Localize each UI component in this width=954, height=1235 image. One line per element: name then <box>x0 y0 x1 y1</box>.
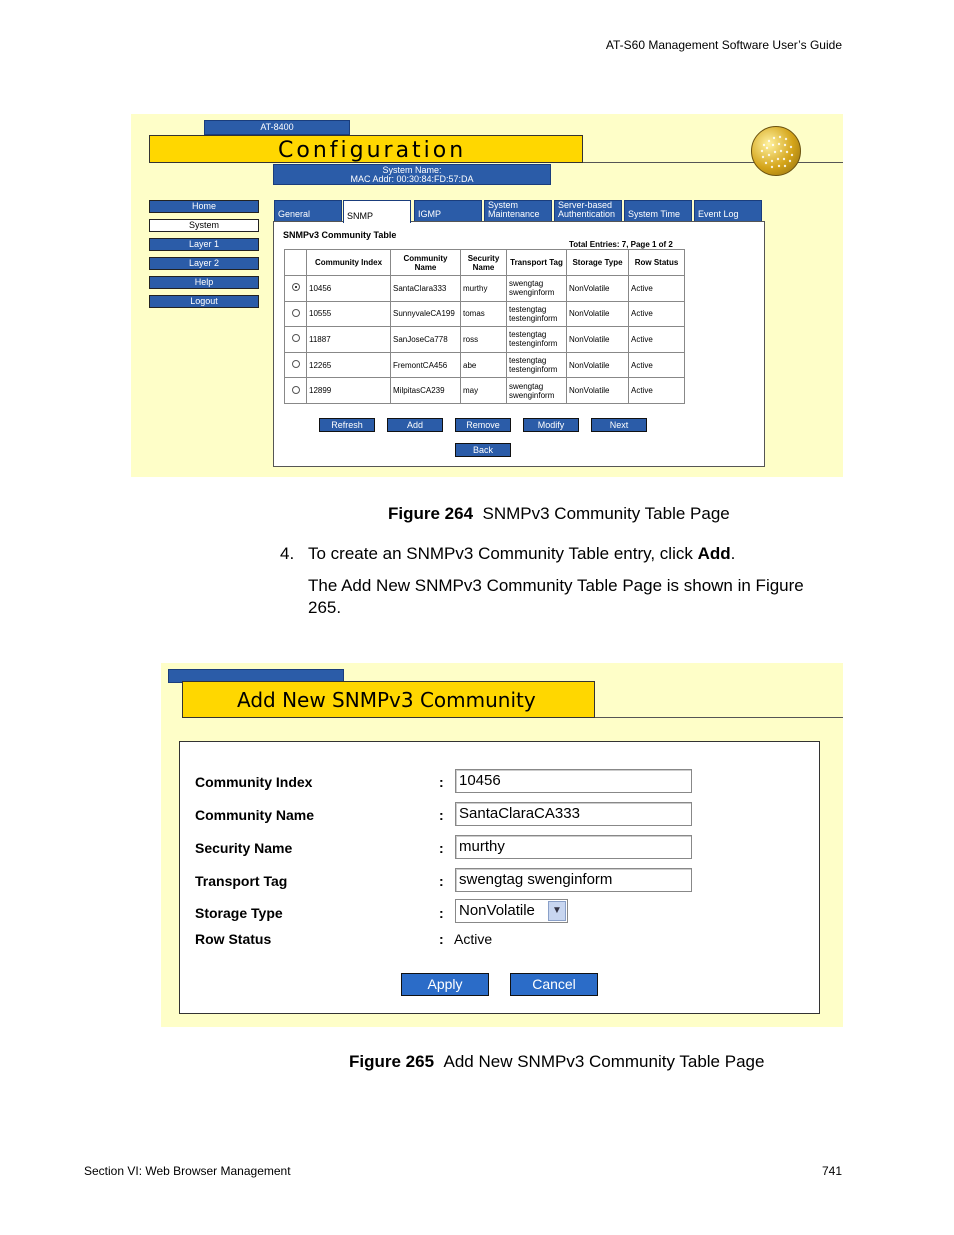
caption-text: SNMPv3 Community Table Page <box>482 504 730 523</box>
cell-index: 10555 <box>307 301 391 327</box>
row-select-radio[interactable] <box>292 360 300 368</box>
banner-divider <box>583 162 843 163</box>
back-button[interactable]: Back <box>455 443 511 457</box>
cell-security: tomas <box>461 301 507 327</box>
community-index-label: Community Index <box>195 774 313 790</box>
system-name-label: System Name: <box>382 165 442 175</box>
step-text-bold: Add <box>697 544 731 563</box>
col-select <box>285 250 307 276</box>
community-name-input[interactable]: SantaClaraCA333 <box>455 802 692 826</box>
snmpv3-community-panel <box>273 221 765 467</box>
transport-tag-label: Transport Tag <box>195 873 288 889</box>
step-text <box>308 544 735 564</box>
add-community-form <box>179 741 820 1014</box>
system-info-bar <box>273 164 551 185</box>
cell-security: murthy <box>461 276 507 302</box>
col-security-name: Security Name <box>461 250 507 276</box>
storage-type-value: NonVolatile <box>459 902 535 919</box>
step-text-after: . <box>730 544 736 563</box>
cell-security: may <box>461 378 507 404</box>
figure-264-caption <box>388 504 730 524</box>
chevron-down-icon[interactable]: ▼ <box>548 901 566 921</box>
row-select-radio[interactable] <box>292 283 300 291</box>
row-status-label: Row Status <box>195 931 272 947</box>
tab-label: SNMP <box>347 211 374 221</box>
add-button[interactable]: Add <box>387 418 443 432</box>
banner-title: Configuration <box>278 138 467 163</box>
col-community-index: Community Index <box>307 250 391 276</box>
tab-system-time[interactable] <box>624 200 692 222</box>
cell-name: SanJoseCa778 <box>391 327 461 353</box>
colon: : <box>439 873 444 889</box>
security-name-input[interactable]: murthy <box>455 835 692 859</box>
remove-button[interactable]: Remove <box>455 418 511 432</box>
colon: : <box>439 840 444 856</box>
row-status-value: Active <box>454 931 493 947</box>
col-transport-tag: Transport Tag <box>507 250 567 276</box>
caption-text: Add New SNMPv3 Community Table Page <box>443 1052 765 1071</box>
cancel-button[interactable]: Cancel <box>510 973 598 996</box>
step-paragraph: The Add New SNMPv3 Community Table Page is shown in Figure 265. <box>308 576 804 617</box>
community-index-input[interactable]: 10456 <box>455 769 692 793</box>
cell-status: Active <box>629 301 685 327</box>
cell-index: 12899 <box>307 378 391 404</box>
page-footer-section: Section VI: Web Browser Management <box>84 1164 291 1178</box>
page-number: 741 <box>821 1164 842 1178</box>
tab-server-based-authentication[interactable] <box>554 200 622 222</box>
nav-help-button[interactable]: Help <box>149 276 259 289</box>
step-number: 4. <box>280 544 295 563</box>
cell-status: Active <box>629 352 685 378</box>
row-select-radio[interactable] <box>292 309 300 317</box>
nav-logout-button[interactable]: Logout <box>149 295 259 308</box>
cell-status: Active <box>629 378 685 404</box>
table-row[interactable] <box>285 352 685 378</box>
cell-index: 11887 <box>307 327 391 353</box>
cell-security: abe <box>461 352 507 378</box>
cell-storage: NonVolatile <box>567 378 629 404</box>
table-row[interactable] <box>285 276 685 302</box>
step-text-before: To create an SNMPv3 Community Table entry, click <box>308 544 698 563</box>
config-banner <box>149 135 583 163</box>
tab-igmp[interactable] <box>414 200 482 222</box>
nav-layer1-button[interactable]: Layer 1 <box>149 238 259 251</box>
apply-button[interactable]: Apply <box>401 973 489 996</box>
device-tab: AT-8400 <box>204 120 350 135</box>
cell-name: FremontCA456 <box>391 352 461 378</box>
tab-label: System Maintenance <box>488 200 540 219</box>
tab-label: System Time <box>628 209 681 219</box>
cell-index: 12265 <box>307 352 391 378</box>
tab-snmp[interactable] <box>343 200 411 223</box>
banner-title: Add New SNMPv3 Community <box>237 688 536 712</box>
refresh-button[interactable]: Refresh <box>319 418 375 432</box>
table-row[interactable] <box>285 378 685 404</box>
page-header: AT-S60 Management Software User’s Guide <box>605 38 842 52</box>
figure-264-screenshot <box>131 114 843 477</box>
cell-tag: testengtag testenginform <box>507 352 567 378</box>
cell-name: MilpitasCA239 <box>391 378 461 404</box>
colon: : <box>439 807 444 823</box>
total-entries: Total Entries: 7, Page 1 of 2 <box>569 240 673 249</box>
tab-label: General <box>278 209 311 219</box>
colon: : <box>439 931 444 947</box>
tab-general[interactable] <box>274 200 342 222</box>
colon: : <box>439 905 444 921</box>
cell-storage: NonVolatile <box>567 301 629 327</box>
cell-tag: testengtag testenginform <box>507 327 567 353</box>
mac-address: MAC Addr: 00:30:84:FD:57:DA <box>350 174 474 184</box>
nav-layer2-button[interactable]: Layer 2 <box>149 257 259 270</box>
colon: : <box>439 774 444 790</box>
cell-name: SunnyvaleCA199 <box>391 301 461 327</box>
table-header-row <box>285 250 685 276</box>
table-title: SNMPv3 Community Table <box>283 230 397 240</box>
tab-event-log[interactable] <box>694 200 762 222</box>
cell-status: Active <box>629 327 685 353</box>
tab-label: Event Log <box>698 209 739 219</box>
cell-name: SantaClara333 <box>391 276 461 302</box>
col-row-status: Row Status <box>629 250 685 276</box>
cell-status: Active <box>629 276 685 302</box>
community-name-label: Community Name <box>195 807 315 823</box>
table-row[interactable] <box>285 327 685 353</box>
col-community-name: Community Name <box>391 250 461 276</box>
storage-type-label: Storage Type <box>195 905 283 921</box>
tab-label: Server-based Authentication <box>558 200 616 219</box>
cell-security: ross <box>461 327 507 353</box>
add-community-banner <box>182 681 595 718</box>
community-table <box>284 249 685 404</box>
transport-tag-input[interactable]: swengtag swenginform <box>455 868 692 892</box>
cell-tag: swengtag swenginform <box>507 378 567 404</box>
globe-logo-icon <box>751 126 801 176</box>
cell-tag: swengtag swenginform <box>507 276 567 302</box>
modify-button[interactable]: Modify <box>523 418 579 432</box>
banner-divider <box>595 717 843 718</box>
figure-265-screenshot <box>161 663 843 1027</box>
cell-storage: NonVolatile <box>567 327 629 353</box>
tab-system-maintenance[interactable] <box>484 200 552 222</box>
cell-tag: testengtag testenginform <box>507 301 567 327</box>
figure-265-caption <box>349 1052 764 1072</box>
security-name-label: Security Name <box>195 840 293 856</box>
cell-storage: NonVolatile <box>567 276 629 302</box>
nav-home-button[interactable]: Home <box>149 200 259 213</box>
next-button[interactable]: Next <box>591 418 647 432</box>
table-row[interactable] <box>285 301 685 327</box>
row-select-radio[interactable] <box>292 334 300 342</box>
caption-number: Figure 264 <box>388 504 474 523</box>
storage-type-select[interactable] <box>455 899 568 923</box>
nav-system-button[interactable]: System <box>149 219 259 232</box>
tab-label: IGMP <box>418 209 442 219</box>
cell-storage: NonVolatile <box>567 352 629 378</box>
caption-number: Figure 265 <box>349 1052 435 1071</box>
row-select-radio[interactable] <box>292 386 300 394</box>
col-storage-type: Storage Type <box>567 250 629 276</box>
cell-index: 10456 <box>307 276 391 302</box>
